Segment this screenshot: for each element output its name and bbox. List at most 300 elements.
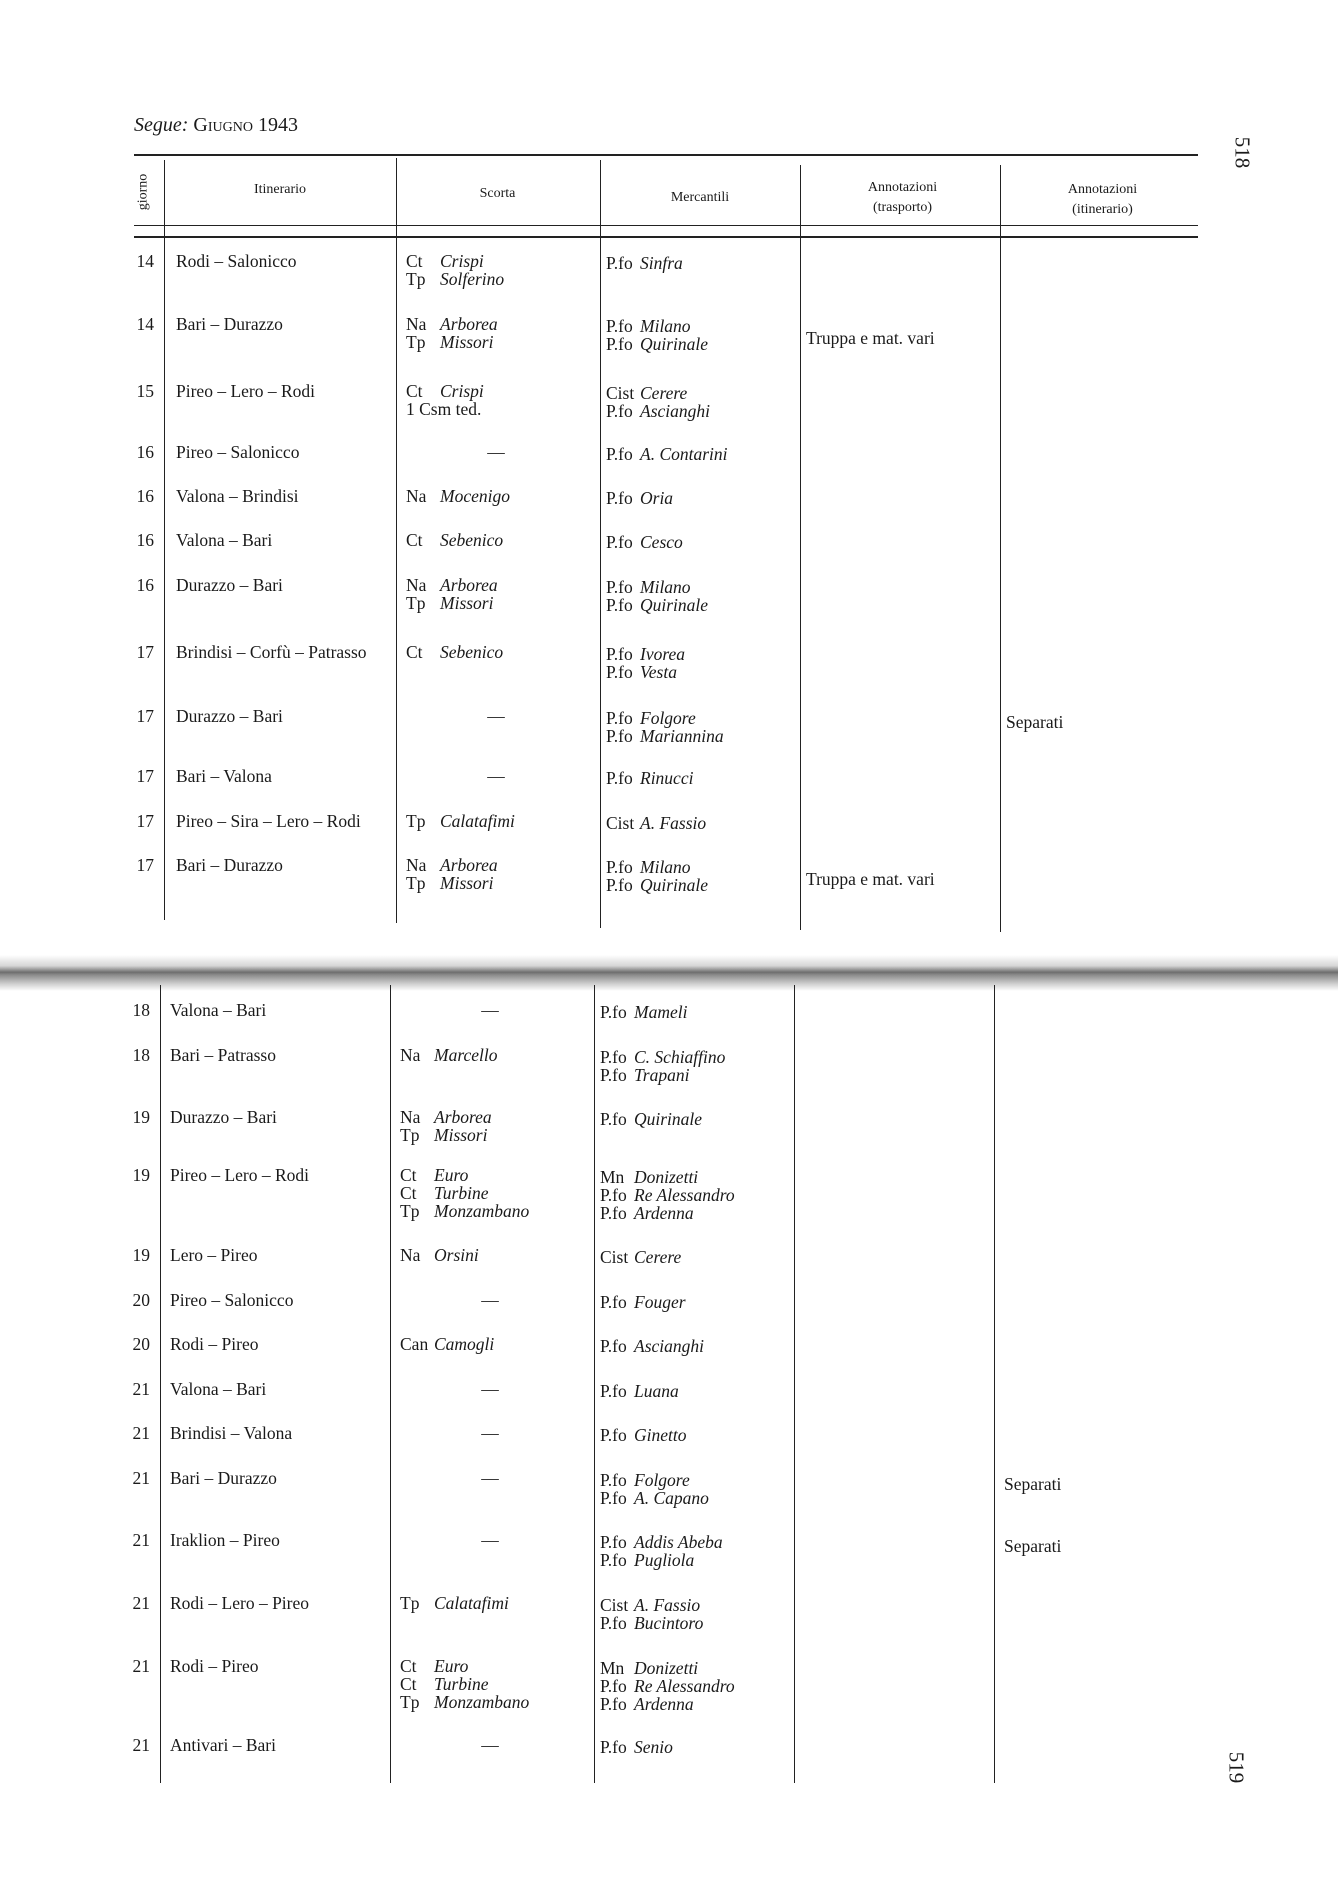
merchants-cell-type: P.fo — [600, 1532, 627, 1552]
day-cell: 14 — [136, 251, 154, 271]
escort-cell-line: 1 Csm ted. — [406, 399, 482, 419]
merchants-cell-type: P.fo — [606, 875, 633, 895]
merchants-cell-line — [606, 596, 708, 614]
merchants-cell-type: P.fo — [600, 1470, 627, 1490]
merchants-cell-ship: Quirinale — [640, 595, 709, 615]
escort-cell-type: Ct — [400, 1165, 417, 1185]
merchants-cell-ship: A. Contarini — [640, 444, 728, 464]
merchants-cell-line — [606, 727, 724, 745]
merchants-cell-ship: Re Alessandro — [634, 1676, 735, 1696]
escort-cell-line: — — [487, 442, 505, 462]
escort-cell-line — [400, 1202, 529, 1220]
escort-cell-ship: Marcello — [434, 1045, 498, 1065]
route-cell: Pireo – Sira – Lero – Rodi — [176, 811, 361, 831]
merchants-cell-line — [606, 858, 708, 876]
escort-cell — [400, 1736, 580, 1754]
caption-segue: Segue: — [134, 114, 189, 136]
escort-cell-type: Na — [406, 486, 427, 506]
day-cell: 21 — [132, 1735, 150, 1755]
header-ann-itinerario-line1: Annotazioni — [1067, 182, 1138, 197]
route-cell: Durazzo – Bari — [176, 706, 283, 726]
header-itinerario: Itinerario — [253, 182, 307, 197]
escort-cell-ship: Camogli — [434, 1334, 495, 1354]
merchants-cell-line — [600, 1659, 735, 1677]
header-giorno: giorno — [135, 173, 151, 211]
escort-cell-line — [406, 315, 498, 333]
escort-cell — [406, 576, 498, 612]
escort-cell-ship: Euro — [434, 1656, 469, 1676]
merchants-cell-line — [600, 1382, 679, 1400]
merchants-cell-ship: Ginetto — [634, 1425, 687, 1445]
merchants-cell-line — [606, 663, 685, 681]
merchants-cell-line — [600, 1677, 735, 1695]
escort-cell-ship: Euro — [434, 1165, 469, 1185]
merchants-cell-line — [600, 1066, 725, 1084]
escort-cell-line — [406, 812, 515, 830]
escort-cell — [406, 487, 510, 505]
escort-cell-type: Tp — [406, 332, 426, 352]
escort-cell — [400, 1001, 580, 1019]
escort-cell — [400, 1657, 529, 1711]
route-cell: Bari – Patrasso — [170, 1045, 276, 1065]
escort-cell-line — [406, 270, 504, 288]
merchants-cell-line — [600, 1596, 703, 1614]
merchants-cell — [606, 769, 693, 787]
escort-cell — [400, 1594, 509, 1612]
col-rule-mercantili-b — [794, 985, 795, 1783]
merchants-cell-line — [606, 814, 706, 832]
merchants-cell-ship: Addis Abeba — [634, 1532, 723, 1552]
escort-cell — [406, 443, 586, 461]
merchants-cell-ship: Pugliola — [634, 1550, 695, 1570]
merchants-cell-line — [606, 578, 708, 596]
escort-cell-type: Tp — [400, 1593, 420, 1613]
escort-cell-line — [406, 643, 503, 661]
escort-cell-line — [400, 1108, 492, 1126]
merchants-cell — [606, 254, 683, 272]
merchants-cell-line — [606, 317, 708, 335]
merchants-cell-line — [600, 1293, 686, 1311]
annotation-itinerario-cell: Separati — [1006, 712, 1064, 732]
merchants-cell-line — [600, 1426, 687, 1444]
merchants-cell-type: P.fo — [600, 1047, 627, 1067]
header-mercantili: Mercantili — [670, 190, 730, 205]
page-fold — [0, 955, 1338, 991]
merchants-cell-line — [600, 1551, 723, 1569]
day-cell: 16 — [136, 486, 154, 506]
escort-cell-ship: Sebenico — [440, 530, 504, 550]
merchants-cell-type: P.fo — [600, 1613, 627, 1633]
day-cell: 17 — [136, 642, 154, 662]
route-cell: Valona – Bari — [170, 1000, 267, 1020]
escort-cell-ship: Sebenico — [440, 642, 504, 662]
merchants-cell-type: Mn — [600, 1658, 625, 1678]
merchants-cell-type: P.fo — [600, 1488, 627, 1508]
merchants-cell-type: P.fo — [600, 1676, 627, 1696]
merchants-cell-line — [606, 254, 683, 272]
escort-cell-type: Na — [406, 855, 427, 875]
escort-cell-line: — — [481, 1000, 499, 1020]
escort-cell-line — [406, 874, 498, 892]
merchants-cell-line — [600, 1738, 673, 1756]
route-cell: Durazzo – Bari — [176, 575, 283, 595]
escort-cell — [406, 252, 504, 288]
route-cell: Rodi – Pireo — [170, 1334, 259, 1354]
page-caption — [134, 114, 298, 137]
merchants-cell-ship: Bucintoro — [634, 1613, 704, 1633]
merchants-cell — [600, 1168, 735, 1222]
escort-cell-ship: Solferino — [440, 269, 505, 289]
escort-cell-type: Tp — [406, 269, 426, 289]
merchants-cell-ship: A. Capano — [634, 1488, 709, 1508]
escort-cell — [400, 1291, 580, 1309]
merchants-cell-type: P.fo — [606, 577, 633, 597]
escort-cell-line — [400, 1184, 529, 1202]
escort-cell — [406, 643, 503, 661]
col-rule-itinerario — [396, 158, 397, 923]
merchants-cell-type: Cist — [600, 1247, 629, 1267]
route-cell: Pireo – Lero – Rodi — [170, 1165, 310, 1185]
escort-cell-ship: Calatafimi — [434, 1593, 509, 1613]
merchants-cell-ship: Ascianghi — [640, 401, 710, 421]
merchants-cell-type: Cist — [606, 813, 635, 833]
col-rule-giorno — [164, 160, 165, 920]
route-cell: Antivari – Bari — [170, 1735, 276, 1755]
escort-cell-line — [406, 576, 498, 594]
escort-cell-ship: Crispi — [440, 381, 484, 401]
escort-cell — [406, 531, 503, 549]
merchants-cell-ship: Fouger — [634, 1292, 686, 1312]
merchants-cell — [606, 578, 708, 614]
merchants-cell-line — [600, 1471, 709, 1489]
merchants-cell-ship: Rinucci — [640, 768, 694, 788]
annotation-trasporto-cell: Truppa e mat. vari — [806, 328, 935, 348]
merchants-cell-ship: Ardenna — [634, 1694, 694, 1714]
escort-cell-line — [400, 1675, 529, 1693]
merchants-cell-line — [606, 489, 673, 507]
merchants-cell — [600, 1738, 673, 1756]
merchants-cell-line — [600, 1614, 703, 1632]
route-cell: Bari – Durazzo — [176, 314, 283, 334]
merchants-cell — [600, 1110, 702, 1128]
day-cell: 20 — [132, 1290, 150, 1310]
merchants-cell-type: P.fo — [606, 532, 633, 552]
merchants-cell-line — [600, 1003, 687, 1021]
merchants-cell-ship: Quirinale — [634, 1109, 703, 1129]
escort-cell-line — [400, 1246, 479, 1264]
escort-cell-ship: Arborea — [440, 855, 498, 875]
merchants-cell-type: P.fo — [600, 1381, 627, 1401]
merchants-cell-type: P.fo — [600, 1065, 627, 1085]
escort-cell-type: Na — [400, 1045, 421, 1065]
escort-cell — [406, 382, 484, 418]
col-rule-mercantili — [800, 165, 801, 930]
header-top-rule — [134, 154, 1198, 156]
escort-cell-line — [400, 1693, 529, 1711]
escort-cell-type: Tp — [406, 811, 426, 831]
day-cell: 21 — [132, 1468, 150, 1488]
merchants-cell-ship: Trapani — [634, 1065, 690, 1085]
merchants-cell-ship: Mameli — [634, 1002, 688, 1022]
day-cell: 21 — [132, 1423, 150, 1443]
escort-cell — [400, 1424, 580, 1442]
escort-cell-line — [400, 1046, 498, 1064]
merchants-cell — [600, 1248, 681, 1266]
merchants-cell-line — [606, 709, 724, 727]
header-ann-itinerario-line2: (itinerario) — [1072, 202, 1133, 217]
merchants-cell-ship: Ardenna — [634, 1203, 694, 1223]
route-cell: Valona – Bari — [170, 1379, 267, 1399]
merchants-cell-ship: Cesco — [640, 532, 683, 552]
caption-year: 1943 — [257, 114, 298, 136]
day-cell: 17 — [136, 706, 154, 726]
merchants-cell-ship: Folgore — [640, 708, 696, 728]
escort-cell-type: Na — [400, 1107, 421, 1127]
escort-cell-type: Na — [406, 575, 427, 595]
escort-cell-ship: Missori — [440, 332, 494, 352]
escort-cell-line — [400, 1657, 529, 1675]
merchants-cell-type: P.fo — [606, 857, 633, 877]
escort-cell-type: Tp — [400, 1692, 420, 1712]
col-rule-trasporto-b — [994, 985, 995, 1783]
merchants-cell-type: Cist — [600, 1595, 629, 1615]
merchants-cell — [600, 1337, 704, 1355]
merchants-cell-type: P.fo — [606, 768, 633, 788]
merchants-cell-line — [606, 384, 710, 402]
escort-cell-type: Ct — [406, 530, 423, 550]
escort-cell-ship: Calatafimi — [440, 811, 515, 831]
merchants-cell — [600, 1596, 703, 1632]
merchants-cell-type: P.fo — [600, 1002, 627, 1022]
route-cell: Valona – Brindisi — [176, 486, 299, 506]
merchants-cell-type: P.fo — [606, 316, 633, 336]
merchants-cell-ship: Ascianghi — [634, 1336, 704, 1356]
escort-cell — [400, 1380, 580, 1398]
escort-cell-ship: Turbine — [434, 1183, 489, 1203]
merchants-cell-line — [606, 335, 708, 353]
merchants-cell-type: P.fo — [606, 662, 633, 682]
day-cell: 18 — [132, 1045, 150, 1065]
escort-cell-type: Ct — [400, 1674, 417, 1694]
route-cell: Pireo – Salonicco — [170, 1290, 294, 1310]
escort-cell — [406, 707, 586, 725]
day-cell: 17 — [136, 855, 154, 875]
merchants-cell-ship: Milano — [640, 316, 691, 336]
merchants-cell-line — [606, 445, 728, 463]
escort-cell — [406, 812, 515, 830]
caption-month: Giugno — [193, 114, 253, 136]
merchants-cell-type: P.fo — [606, 253, 633, 273]
escort-cell-type: Ct — [406, 642, 423, 662]
merchants-cell — [606, 814, 706, 832]
merchants-cell — [600, 1533, 723, 1569]
merchants-cell-ship: Sinfra — [640, 253, 683, 273]
merchants-cell-type: P.fo — [606, 444, 633, 464]
merchants-cell — [606, 645, 685, 681]
escort-cell-ship: Orsini — [434, 1245, 479, 1265]
merchants-cell-line — [606, 645, 685, 663]
merchants-cell — [606, 858, 708, 894]
merchants-cell-line — [606, 876, 708, 894]
escort-cell-ship: Missori — [440, 873, 494, 893]
escort-cell-line: — — [481, 1468, 499, 1488]
route-cell: Bari – Durazzo — [170, 1468, 277, 1488]
escort-cell-line: — — [481, 1379, 499, 1399]
page-number-bottom: 519 — [1224, 1751, 1249, 1784]
escort-cell-line: — — [481, 1290, 499, 1310]
col-rule-trasporto — [1000, 165, 1001, 932]
merchants-cell-line — [600, 1110, 702, 1128]
escort-cell — [400, 1046, 498, 1064]
merchants-cell-type: P.fo — [600, 1336, 627, 1356]
merchants-cell-ship: Milano — [640, 857, 691, 877]
escort-cell-line — [406, 531, 503, 549]
merchants-cell-line — [600, 1048, 725, 1066]
route-cell: Pireo – Salonicco — [176, 442, 300, 462]
merchants-cell — [600, 1293, 686, 1311]
escort-cell — [406, 856, 498, 892]
escort-cell-line: — — [487, 766, 505, 786]
escort-cell-ship: Arborea — [440, 575, 498, 595]
merchants-cell-type: P.fo — [600, 1694, 627, 1714]
day-cell: 19 — [132, 1165, 150, 1185]
route-cell: Lero – Pireo — [170, 1245, 258, 1265]
merchants-cell-ship: Senio — [634, 1737, 673, 1757]
escort-cell-line — [406, 487, 510, 505]
day-cell: 18 — [132, 1000, 150, 1020]
merchants-cell — [600, 1003, 687, 1021]
escort-cell-line — [406, 594, 498, 612]
header-annotazioni-trasporto — [805, 178, 1000, 218]
escort-cell-line — [406, 333, 498, 351]
merchants-cell — [600, 1659, 735, 1713]
day-cell: 16 — [136, 530, 154, 550]
merchants-cell-line — [600, 1533, 723, 1551]
merchants-cell-type: P.fo — [600, 1203, 627, 1223]
merchants-cell — [600, 1048, 725, 1084]
escort-cell-type: Na — [406, 314, 427, 334]
day-cell: 17 — [136, 766, 154, 786]
annotation-trasporto-cell: Truppa e mat. vari — [806, 869, 935, 889]
escort-cell — [400, 1469, 580, 1487]
merchants-cell-ship: Luana — [634, 1381, 679, 1401]
escort-cell-type: Tp — [406, 873, 426, 893]
merchants-cell-ship: A. Fassio — [640, 813, 707, 833]
merchants-cell-type: P.fo — [606, 488, 633, 508]
merchants-cell-type: P.fo — [606, 644, 633, 664]
merchants-cell-ship: Donizetti — [634, 1658, 699, 1678]
header-annotazioni-itinerario — [1005, 180, 1200, 220]
escort-cell — [400, 1166, 529, 1220]
merchants-cell-ship: Cerere — [634, 1247, 682, 1267]
escort-cell-line: — — [481, 1735, 499, 1755]
merchants-cell-type: P.fo — [600, 1425, 627, 1445]
day-cell: 20 — [132, 1334, 150, 1354]
escort-cell-line: — — [481, 1423, 499, 1443]
route-cell: Durazzo – Bari — [170, 1107, 277, 1127]
merchants-cell-line — [600, 1337, 704, 1355]
merchants-cell — [606, 709, 724, 745]
escort-cell-ship: Missori — [440, 593, 494, 613]
escort-cell-type: Ct — [400, 1656, 417, 1676]
escort-cell-line — [400, 1126, 492, 1144]
merchants-cell — [600, 1471, 709, 1507]
merchants-cell — [606, 317, 708, 353]
route-cell: Pireo – Lero – Rodi — [176, 381, 316, 401]
day-cell: 21 — [132, 1593, 150, 1613]
escort-cell-ship: Arborea — [440, 314, 498, 334]
merchants-cell-ship: C. Schiaffino — [634, 1047, 726, 1067]
day-cell: 17 — [136, 811, 154, 831]
merchants-cell-ship: Folgore — [634, 1470, 690, 1490]
merchants-cell-line — [606, 402, 710, 420]
merchants-cell — [600, 1382, 679, 1400]
day-cell: 15 — [136, 381, 154, 401]
merchants-cell — [600, 1426, 687, 1444]
escort-cell — [400, 1531, 580, 1549]
merchants-cell-ship: Oria — [640, 488, 674, 508]
route-cell: Brindisi – Corfù – Patrasso — [176, 642, 367, 662]
escort-cell-ship: Monzambano — [434, 1201, 530, 1221]
merchants-cell-type: P.fo — [600, 1292, 627, 1312]
escort-cell-ship: Crispi — [440, 251, 484, 271]
merchants-cell-line — [606, 533, 683, 551]
merchants-cell — [606, 489, 673, 507]
merchants-cell-type: P.fo — [600, 1550, 627, 1570]
col-rule-giorno-b — [160, 985, 161, 1783]
escort-cell-type: Na — [400, 1245, 421, 1265]
escort-cell-line — [406, 252, 504, 270]
header-scorta: Scorta — [479, 186, 516, 201]
merchants-cell-line — [600, 1695, 735, 1713]
header-mid-rule — [134, 225, 1198, 226]
day-cell: 21 — [132, 1656, 150, 1676]
route-cell: Rodi – Lero – Pireo — [170, 1593, 310, 1613]
col-rule-scorta-b — [594, 985, 595, 1783]
merchants-cell-type: P.fo — [606, 726, 633, 746]
merchants-cell-type: P.fo — [600, 1737, 627, 1757]
merchants-cell-ship: Ivorea — [640, 644, 686, 664]
merchants-cell-ship: Mariannina — [640, 726, 724, 746]
merchants-cell — [606, 533, 683, 551]
merchants-cell-ship: Cerere — [640, 383, 688, 403]
escort-cell-line — [400, 1166, 529, 1184]
escort-cell-line — [400, 1335, 494, 1353]
day-cell: 16 — [136, 575, 154, 595]
escort-cell-line: — — [481, 1530, 499, 1550]
route-cell: Brindisi – Valona — [170, 1423, 293, 1443]
escort-cell — [406, 767, 586, 785]
merchants-cell-ship: Quirinale — [640, 334, 709, 354]
merchants-cell-ship: Re Alessandro — [634, 1185, 735, 1205]
escort-cell-ship: Monzambano — [434, 1692, 530, 1712]
escort-cell — [400, 1335, 494, 1353]
merchants-cell-type: Cist — [606, 383, 635, 403]
merchants-cell — [606, 445, 728, 463]
route-cell: Bari – Durazzo — [176, 855, 283, 875]
escort-cell-type: Ct — [406, 251, 423, 271]
merchants-cell-type: P.fo — [606, 708, 633, 728]
day-cell: 16 — [136, 442, 154, 462]
escort-cell-ship: Mocenigo — [440, 486, 510, 506]
header-ann-trasporto-line1: Annotazioni — [867, 180, 938, 195]
escort-cell-ship: Missori — [434, 1125, 488, 1145]
merchants-cell-type: P.fo — [600, 1185, 627, 1205]
merchants-cell-type: P.fo — [600, 1109, 627, 1129]
merchants-cell-ship: Quirinale — [640, 875, 709, 895]
merchants-cell-line — [600, 1489, 709, 1507]
merchants-cell-type: P.fo — [606, 334, 633, 354]
